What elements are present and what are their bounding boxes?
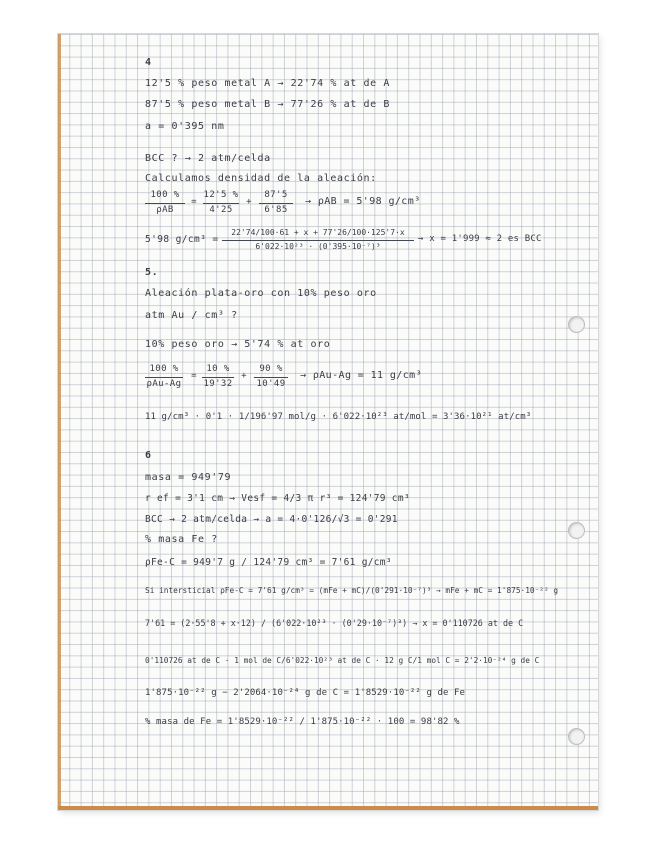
section-5-line-5: 11 g/cm³ · 0'1 · 1/196'97 mol/g · 6'022·10²³ at/mol = 3'36·10²¹ at/cm³ xyxy=(145,412,532,422)
s4-lhs-denominator: ρAB xyxy=(156,205,174,215)
section-6-line-3: BCC → 2 atm/celda → a = 4·0'126/√3 = 0'291 xyxy=(145,514,398,525)
s5-lhs-numerator: 100 % xyxy=(149,364,179,374)
s4-line-7-denominator: 6'022·10²³ · (0'395·10⁻⁷)³ xyxy=(255,242,381,251)
section-6-line-8: 0'110726 at de C · 1 mol de C/6'022·10²³ at de C · 12 g C/1 mol C = 2'2·10⁻²⁴ g de C xyxy=(145,656,540,665)
s5-equals: = xyxy=(191,371,197,381)
s4-f2-numerator: 87'5 xyxy=(264,190,288,200)
section-6-line-6: Si intersticial ρFe-C = 7'61 g/cm³ = (mFe + mC)/(0'291·10⁻⁷)³ → mFe + mC = 1'875·10⁻²² g xyxy=(145,586,559,595)
s4-equals: = xyxy=(191,197,197,207)
paper-bottom-edge xyxy=(58,806,598,810)
s5-plus: + xyxy=(241,371,247,381)
paper-left-edge xyxy=(58,34,61,810)
section-6-line-1: masa = 949'79 xyxy=(145,472,232,483)
section-6-line-4: % masa Fe ? xyxy=(145,534,218,545)
s5-f2-numerator: 90 % xyxy=(259,364,283,374)
section-4-line-4: BCC ? → 2 atm/celda xyxy=(145,153,271,164)
s5-lhs-denominator: ρAu-Ag xyxy=(146,379,182,389)
s5-f1-fraction-bar xyxy=(202,377,234,378)
section-5-line-1: Aleación plata-oro con 10% peso oro xyxy=(145,288,377,299)
s4-line-7-fraction-bar xyxy=(222,240,414,241)
s4-f1-fraction-bar xyxy=(203,203,239,204)
section-4-line-3: a = 0'395 nm xyxy=(145,121,225,132)
s4-f1-numerator: 12'5 % xyxy=(203,190,239,200)
binder-hole-1 xyxy=(568,316,585,333)
s4-lhs-numerator: 100 % xyxy=(150,190,180,200)
section-4-number: 4 xyxy=(145,57,152,68)
s5-f2-fraction-bar xyxy=(254,377,288,378)
section-6-line-9: 1'875·10⁻²² g − 2'2064·10⁻²⁴ g de C = 1'8529·10⁻²² g de Fe xyxy=(145,688,466,698)
section-4-line-1: 12'5 % peso metal A → 22'74 % at de A xyxy=(145,78,390,89)
binder-hole-3 xyxy=(568,728,585,745)
s4-density-result: → ρAB = 5'98 g/cm³ xyxy=(305,196,421,207)
section-6-line-2: r ef = 3'1 cm → Vesf = 4/3 π r³ = 124'79 cm³ xyxy=(145,493,410,504)
section-5-line-2: atm Au / cm³ ? xyxy=(145,310,238,321)
s4-plus: + xyxy=(246,197,252,207)
section-6-line-7: 7'61 = (2·55'8 + x·12) / (6'022·10²³ · (0'29·10⁻⁷)³) → x = 0'110726 at de C xyxy=(145,618,524,628)
section-4-line-5: Calculamos densidad de la aleación: xyxy=(145,173,377,184)
binder-hole-2 xyxy=(568,522,585,539)
s5-f2-denominator: 10'49 xyxy=(256,379,286,389)
section-6-number: 6 xyxy=(145,450,152,461)
s4-f2-fraction-bar xyxy=(259,203,293,204)
s4-line-7-result: → x = 1'999 ≈ 2 es BCC xyxy=(418,234,542,244)
section-6-line-10: % masa de Fe = 1'8529·10⁻²² / 1'875·10⁻²² · 100 = 98'82 % xyxy=(145,717,460,727)
s5-f1-denominator: 19'32 xyxy=(203,379,233,389)
s5-density-result: → ρAu-Ag = 11 g/cm³ xyxy=(300,370,422,381)
section-6-line-5: ρFe-C = 949'7 g / 124'79 cm³ = 7'61 g/cm³ xyxy=(145,557,392,568)
s4-f1-denominator: 4'25 xyxy=(209,205,233,215)
s4-line-7-lhs: 5'98 g/cm³ = xyxy=(145,234,219,245)
s4-lhs-fraction-bar xyxy=(145,203,185,204)
s4-line-7-numerator: 22'74/100·61 + x + 77'26/100·125'7·x xyxy=(231,228,405,237)
s5-f1-numerator: 10 % xyxy=(206,364,230,374)
section-4-line-2: 87'5 % peso metal B → 77'26 % at de B xyxy=(145,99,390,110)
s4-f2-denominator: 6'85 xyxy=(264,205,288,215)
section-5-number: 5. xyxy=(145,267,159,278)
section-5-line-3: 10% peso oro → 5'74 % at oro xyxy=(145,339,331,350)
s5-lhs-fraction-bar xyxy=(145,377,183,378)
